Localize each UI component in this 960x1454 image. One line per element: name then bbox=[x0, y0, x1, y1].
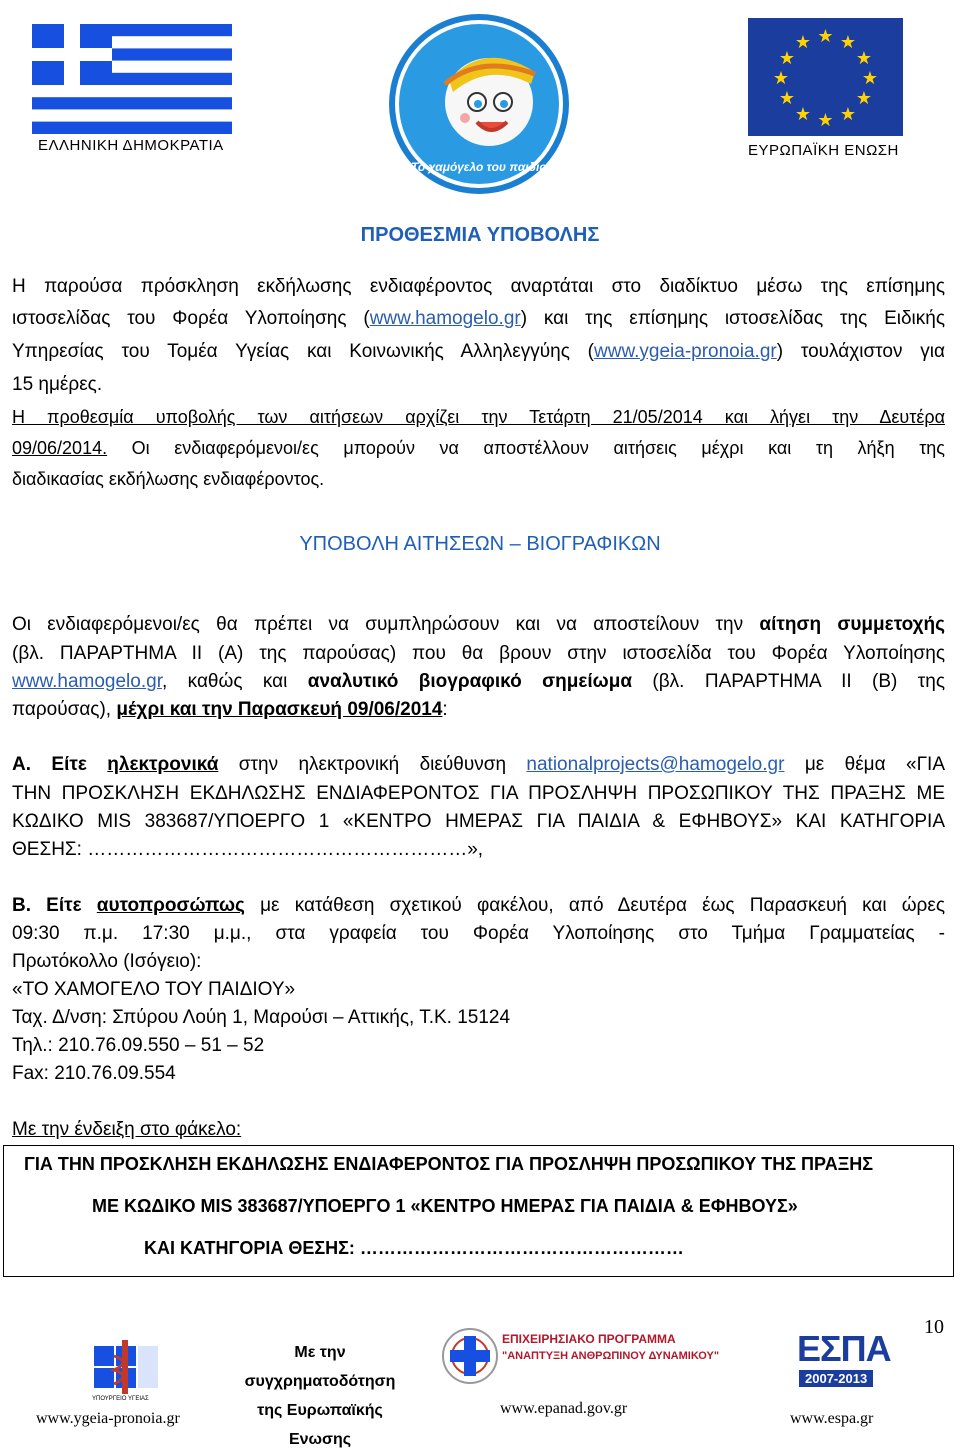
envelope-label: Με την ένδειξη στο φάκελο: bbox=[12, 1119, 242, 1140]
deadline-heading: ΠΡΟΘΕΣΜΙΑ ΥΠΟΒΟΛΗΣ bbox=[360, 224, 600, 246]
hamogelo-link-2[interactable]: www.hamogelo.gr bbox=[12, 671, 162, 692]
greek-flag-icon bbox=[32, 24, 232, 134]
ygeia-url[interactable]: www.ygeia-pronoia.gr bbox=[36, 1410, 180, 1427]
envelope-box-line-3: ΚΑΙ ΚΑΤΗΓΟΡΙΑ ΘΕΣΗΣ: ……………………………………………… bbox=[144, 1238, 684, 1258]
envelope-box bbox=[3, 1145, 954, 1277]
svg-text:★: ★ bbox=[855, 88, 873, 109]
ministry-health-icon bbox=[92, 1338, 162, 1396]
epanad-url[interactable]: www.epanad.gov.gr bbox=[500, 1400, 628, 1417]
option-b-phone: Τηλ.: 210.76.09.550 – 51 – 52 bbox=[12, 1035, 265, 1056]
option-a-line-4: ΘΕΣΗΣ: ……………………………………………………», bbox=[12, 839, 484, 860]
submission-line-1: Οι ενδιαφερόμενοι/ες θα πρέπει να συμπληρώσουν και να αποστείλουν την αίτηση συμμετοχής bbox=[12, 614, 945, 635]
greece-label: ΕΛΛΗΝΙΚΗ ΔΗΜΟΚΡΑΤΙΑ bbox=[38, 137, 224, 154]
option-b-line-3: Πρωτόκολλο (Ισόγειο): bbox=[12, 951, 202, 972]
envelope-box-line-1: ΓΙΑ ΤΗΝ ΠΡΟΣΚΛΗΣΗ ΕΚΔΗΛΩΣΗΣ ΕΝΔΙΑΦΕΡΟΝΤΟΣ ΓΙΑ ΠΡΟΣΛΗΨΗ ΠΡΟΣΩΠΙΚΟΥ ΤΗΣ ΠΡΑΞΗΣ bbox=[24, 1154, 874, 1174]
paragraph-2-line-2: 09/06/2014. Οι ενδιαφερόμενοι/ες μπορούν να αποστέλλουν αιτήσεις μέχρι και τη λήξη της bbox=[12, 438, 945, 458]
svg-text:★: ★ bbox=[817, 26, 834, 47]
greek-flag-logo bbox=[32, 24, 232, 154]
paragraph-1-line-2: ιστοσελίδας του Φορέα Υλοποίησης (www.hamogelo.gr) και της επίσημης ιστοσελίδας της Ειδικής bbox=[12, 308, 945, 329]
option-b-line-2: 09:30 π.μ. 17:30 μ.μ., στα γραφεία του Φορέα Υλοποίησης στο Τμήμα Γραμματείας - bbox=[12, 923, 945, 944]
submission-line-2: (βλ. ΠΑΡΑΡΤΗΜΑ ΙΙ (Α) της παρούσας) που θα βρουν στην ιστοσελίδα του Φορέα Υλοποίησης bbox=[12, 643, 945, 664]
paragraph-2-line-1: Η προθεσμία υποβολής των αιτήσεων αρχίζει την Τετάρτη 21/05/2014 και λήγει την Δευτέρα bbox=[12, 407, 945, 427]
option-a-line-3: ΚΩΔΙΚΟ MIS 383687/ΥΠΟΕΡΓΟ 1 «ΚΕΝΤΡΟ ΗΜΕΡΑΣ ΓΙΑ ΠΑΙΔΙΑ & ΕΦΗΒΟΥΣ» ΚΑΙ ΚΑΤΗΓΟΡΙΑ bbox=[12, 811, 945, 832]
submission-line-4: παρούσας), μέχρι και την Παρασκευή 09/06/2014: bbox=[12, 699, 448, 720]
svg-text:★: ★ bbox=[794, 32, 812, 53]
option-a-line-1: Α. Είτε ηλεκτρονικά στην ηλεκτρονική διεύθυνση nationalprojects@hamogelo.gr με θέμα «ΓΙΑ bbox=[12, 754, 945, 775]
ministry-label: ΥΠΟΥΡΓΕΙΟ ΥΓΕΙΑΣ bbox=[92, 1396, 149, 1402]
svg-text:★: ★ bbox=[839, 104, 857, 125]
espa-years: 2007-2013 bbox=[799, 1370, 873, 1387]
page-number: 10 bbox=[924, 1316, 944, 1338]
epanad-line-1: ΕΠΙΧΕΙΡΗΣΙΑΚΟ ΠΡΟΓΡΑΜΜΑ bbox=[502, 1332, 676, 1346]
svg-text:★: ★ bbox=[772, 68, 790, 89]
svg-text:★: ★ bbox=[794, 104, 812, 125]
epanad-logo bbox=[440, 1322, 720, 1394]
paragraph-2-line-3: διαδικασίας εκδήλωσης ενδιαφέροντος. bbox=[12, 469, 325, 489]
espa-name: ΕΣΠΑ bbox=[797, 1328, 891, 1369]
hamogelo-logo bbox=[385, 10, 573, 198]
svg-text:★: ★ bbox=[817, 110, 834, 131]
option-b-fax: Fax: 210.76.09.554 bbox=[12, 1063, 176, 1084]
cofunding-text: Με την συγχρηματοδότηση της Ευρωπαϊκής Ενωσης bbox=[244, 1344, 396, 1448]
svg-text:★: ★ bbox=[778, 48, 796, 69]
espa-url[interactable]: www.espa.gr bbox=[790, 1410, 874, 1427]
paragraph-1-line-3: Υπηρεσίας του Τομέα Υγείας και Κοινωνικής Αλληλεγγύης (www.ygeia-pronoia.gr) τουλάχιστον για bbox=[12, 341, 945, 362]
option-b-line-4: «ΤΟ ΧΑΜΟΓΕΛΟ ΤΟΥ ΠΑΙΔΙΟΥ» bbox=[12, 979, 296, 1000]
svg-text:★: ★ bbox=[861, 68, 879, 89]
espa-logo bbox=[793, 1328, 889, 1400]
svg-text:★: ★ bbox=[839, 32, 857, 53]
paragraph-1-line-4: 15 ημέρες. bbox=[12, 374, 103, 395]
svg-text:★: ★ bbox=[778, 88, 796, 109]
hamogelo-link[interactable]: www.hamogelo.gr bbox=[369, 308, 521, 329]
svg-text:★: ★ bbox=[855, 48, 873, 69]
applications-heading: ΥΠΟΒΟΛΗ ΑΙΤΗΣΕΩΝ – ΒΙΟΓΡΑΦΙΚΩΝ bbox=[299, 533, 661, 555]
paragraph-1-line-1: Η παρούσα πρόσκληση εκδήλωσης ενδιαφέροντος αναρτάται στο διαδίκτυο μέσω της επίσημης bbox=[12, 276, 945, 297]
epanad-emblem-icon bbox=[440, 1326, 500, 1386]
ministry-logo bbox=[92, 1338, 162, 1404]
ygeia-pronoia-link[interactable]: www.ygeia-pronoia.gr bbox=[594, 341, 777, 362]
eu-flag-logo bbox=[748, 18, 908, 163]
envelope-box-line-2: ΜΕ ΚΩΔΙΚΟ MIS 383687/ΥΠΟΕΡΓΟ 1 «ΚΕΝΤΡΟ ΗΜΕΡΑΣ ΓΙΑ ΠΑΙΔΙΑ & ΕΦΗΒΟΥΣ» bbox=[92, 1196, 798, 1216]
epanad-line-2: "ΑΝΑΠΤΥΞΗ ΑΝΘΡΩΠΙΝΟΥ ΔΥΝΑΜΙΚΟΥ" bbox=[502, 1350, 720, 1362]
eu-flag-icon bbox=[748, 18, 903, 136]
option-b-address: Ταχ. Δ/νση: Σπύρου Λούη 1, Μαρούσι – Αττικής, Τ.Κ. 15124 bbox=[12, 1007, 511, 1028]
hamogelo-logo-text: Το χαμόγελο του παιδιού bbox=[411, 160, 554, 174]
email-link[interactable]: nationalprojects@hamogelo.gr bbox=[526, 754, 785, 775]
submission-line-3: www.hamogelo.gr, καθώς και αναλυτικό βιογραφικό σημείωμα (βλ. ΠΑΡΑΡΤΗΜΑ ΙΙ (Β) της bbox=[12, 671, 946, 692]
eu-label: ΕΥΡΩΠΑΪΚΗ ΕΝΩΣΗ bbox=[748, 142, 899, 159]
option-b-line-1: Β. Είτε αυτοπροσώπως με κατάθεση σχετικού φακέλου, από Δευτέρα έως Παρασκευή και ώρες bbox=[12, 895, 945, 916]
option-a-line-2: ΤΗΝ ΠΡΟΣΚΛΗΣΗ ΕΚΔΗΛΩΣΗΣ ΕΝΔΙΑΦΕΡΟΝΤΟΣ ΓΙΑ ΠΡΟΣΛΗΨΗ ΠΡΟΣΩΠΙΚΟΥ ΤΗΣ ΠΡΑΞΗΣ ΜΕ bbox=[12, 783, 945, 804]
